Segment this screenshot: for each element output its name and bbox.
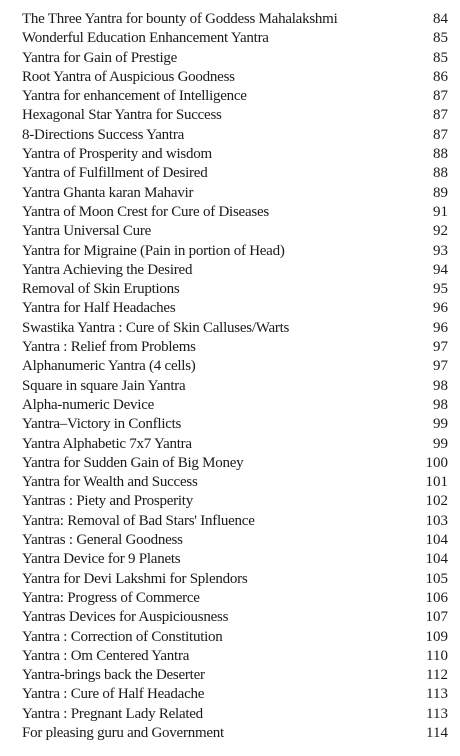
toc-entry-page: 112 (426, 667, 448, 684)
toc-entry-title: Yantra of Fulfillment of Desired (22, 165, 208, 182)
toc-entry-page: 107 (425, 609, 448, 626)
toc-entry-page: 113 (426, 686, 448, 703)
toc-entry-page: 105 (425, 570, 448, 587)
toc-entry (22, 222, 450, 241)
toc-entry-title: Yantra for Devi Lakshmi for Splendors (22, 570, 248, 587)
toc-entry (22, 396, 450, 415)
toc-entry-title: Yantra–Victory in Conflicts (22, 416, 182, 433)
toc-entry-title: Yantra : Om Centered Yantra (22, 647, 190, 664)
toc-entry-title: Yantra : Correction of Constitution (22, 628, 223, 645)
toc-entry-title: Hexagonal Star Yantra for Success (22, 107, 222, 124)
toc-entry (22, 550, 450, 569)
toc-entry-page: 85 (433, 30, 448, 47)
toc-entry (22, 164, 450, 183)
toc-entry-page: 97 (433, 358, 448, 375)
toc-entry (22, 357, 450, 376)
toc-entry (22, 685, 450, 704)
toc-entry-page: 91 (433, 203, 448, 220)
toc-entry-title: Yantra for Sudden Gain of Big Money (22, 454, 244, 471)
toc-entry (22, 377, 450, 396)
toc-entry-title: Yantras Devices for Auspiciousness (22, 609, 229, 626)
toc-entry-title: Yantra for Half Headaches (22, 300, 176, 317)
toc-entry (22, 724, 450, 743)
toc-entry-title: Wonderful Education Enhancement Yantra (22, 30, 269, 47)
toc-entry (22, 203, 450, 222)
toc-entry (22, 454, 450, 473)
toc-entry-title: Yantra of Moon Crest for Cure of Diseases (22, 203, 269, 220)
table-of-contents (22, 10, 450, 743)
toc-entry-page: 87 (433, 88, 448, 105)
toc-entry-page: 86 (433, 68, 448, 85)
toc-entry-title: Swastika Yantra : Cure of Skin Calluses/Warts (22, 319, 290, 336)
toc-entry-page: 109 (425, 628, 448, 645)
toc-entry (22, 68, 450, 87)
toc-entry (22, 492, 450, 511)
toc-entry-title: Alpha-numeric Device (22, 396, 155, 413)
toc-entry-page: 93 (433, 242, 448, 259)
toc-entry-page: 96 (433, 300, 448, 317)
toc-entry-title: Alphanumeric Yantra (4 cells) (22, 358, 196, 375)
toc-entry-title: The Three Yantra for bounty of Goddess Mahalakshmi (22, 11, 338, 27)
toc-entry-title: Yantras : Piety and Prosperity (22, 493, 193, 510)
toc-entry-page: 103 (425, 512, 448, 529)
toc-entry-title: Root Yantra of Auspicious Goodness (22, 68, 235, 85)
toc-entry-page: 104 (425, 551, 448, 568)
toc-entry (22, 184, 450, 203)
toc-entry-page: 97 (433, 339, 448, 356)
toc-entry (22, 608, 450, 627)
toc-entry-page: 110 (426, 647, 448, 664)
toc-entry-page: 95 (433, 281, 448, 298)
toc-entry-page: 96 (433, 319, 448, 336)
toc-entry-page: 102 (425, 493, 448, 510)
toc-entry-page: 104 (425, 532, 448, 549)
toc-entry-title: Yantras : General Goodness (22, 532, 183, 549)
toc-entry (22, 10, 450, 29)
toc-entry-page: 99 (433, 416, 448, 433)
toc-entry (22, 106, 450, 125)
toc-entry (22, 531, 450, 550)
toc-entry-title: For pleasing guru and Government (22, 724, 224, 741)
toc-entry-title: Yantra for enhancement of Intelligence (22, 88, 247, 105)
toc-entry-title: Yantra Alphabetic 7x7 Yantra (22, 435, 192, 452)
toc-entry-page: 114 (426, 724, 448, 741)
toc-entry-title: Yantra: Progress of Commerce (22, 589, 200, 606)
toc-entry-page: 98 (433, 396, 448, 413)
toc-entry (22, 473, 450, 492)
toc-entry-page: 92 (433, 223, 448, 240)
toc-entry-title: Removal of Skin Eruptions (22, 281, 180, 298)
toc-entry-page: 100 (425, 454, 448, 471)
toc-entry (22, 242, 450, 261)
toc-entry-title: Yantra : Cure of Half Headache (22, 686, 205, 703)
toc-entry-title: Yantra for Migraine (Pain in portion of Head) (22, 242, 285, 259)
toc-entry (22, 415, 450, 434)
toc-entry-page: 94 (433, 261, 448, 278)
toc-entry (22, 705, 450, 724)
toc-entry (22, 261, 450, 280)
toc-entry-title: Yantra of Prosperity and wisdom (22, 146, 212, 163)
toc-entry (22, 512, 450, 531)
toc-entry-page: 87 (433, 107, 448, 124)
toc-entry-page: 113 (426, 705, 448, 722)
toc-entry-title: Yantra Device for 9 Planets (22, 551, 181, 568)
toc-entry (22, 299, 450, 318)
toc-entry (22, 570, 450, 589)
toc-entry-title: 8-Directions Success Yantra (22, 126, 184, 143)
toc-entry-page: 88 (433, 146, 448, 163)
toc-entry-title: Yantra : Pregnant Lady Related (22, 705, 203, 722)
toc-entry (22, 29, 450, 48)
toc-entry (22, 666, 450, 685)
toc-entry (22, 280, 450, 299)
toc-entry (22, 126, 450, 145)
toc-entry (22, 319, 450, 338)
toc-entry-page: 98 (433, 377, 448, 394)
toc-entry (22, 589, 450, 608)
toc-entry (22, 338, 450, 357)
toc-entry-title: Yantra: Removal of Bad Stars' Influence (22, 512, 255, 529)
toc-entry-page: 99 (433, 435, 448, 452)
toc-entry-page: 87 (433, 126, 448, 143)
toc-entry-page: 106 (425, 589, 448, 606)
toc-entry (22, 435, 450, 454)
toc-entry-page: 85 (433, 49, 448, 66)
toc-entry-page: 88 (433, 165, 448, 182)
toc-entry (22, 647, 450, 666)
toc-entry-page: 89 (433, 184, 448, 201)
toc-entry-title: Yantra for Wealth and Success (22, 474, 198, 491)
toc-entry (22, 628, 450, 647)
toc-entry (22, 145, 450, 164)
toc-entry-title: Yantra-brings back the Deserter (22, 667, 205, 684)
toc-entry-page: 101 (425, 474, 448, 491)
toc-entry-title: Yantra : Relief from Problems (22, 339, 196, 356)
toc-entry-title: Yantra Ghanta karan Mahavir (22, 184, 194, 201)
toc-entry-title: Yantra Achieving the Desired (22, 261, 193, 278)
toc-entry-title: Yantra Universal Cure (22, 223, 152, 240)
toc-entry (22, 49, 450, 68)
toc-entry-page: 84 (433, 11, 448, 27)
toc-entry-title: Square in square Jain Yantra (22, 377, 186, 394)
toc-entry-title: Yantra for Gain of Prestige (22, 49, 178, 66)
toc-entry (22, 87, 450, 106)
